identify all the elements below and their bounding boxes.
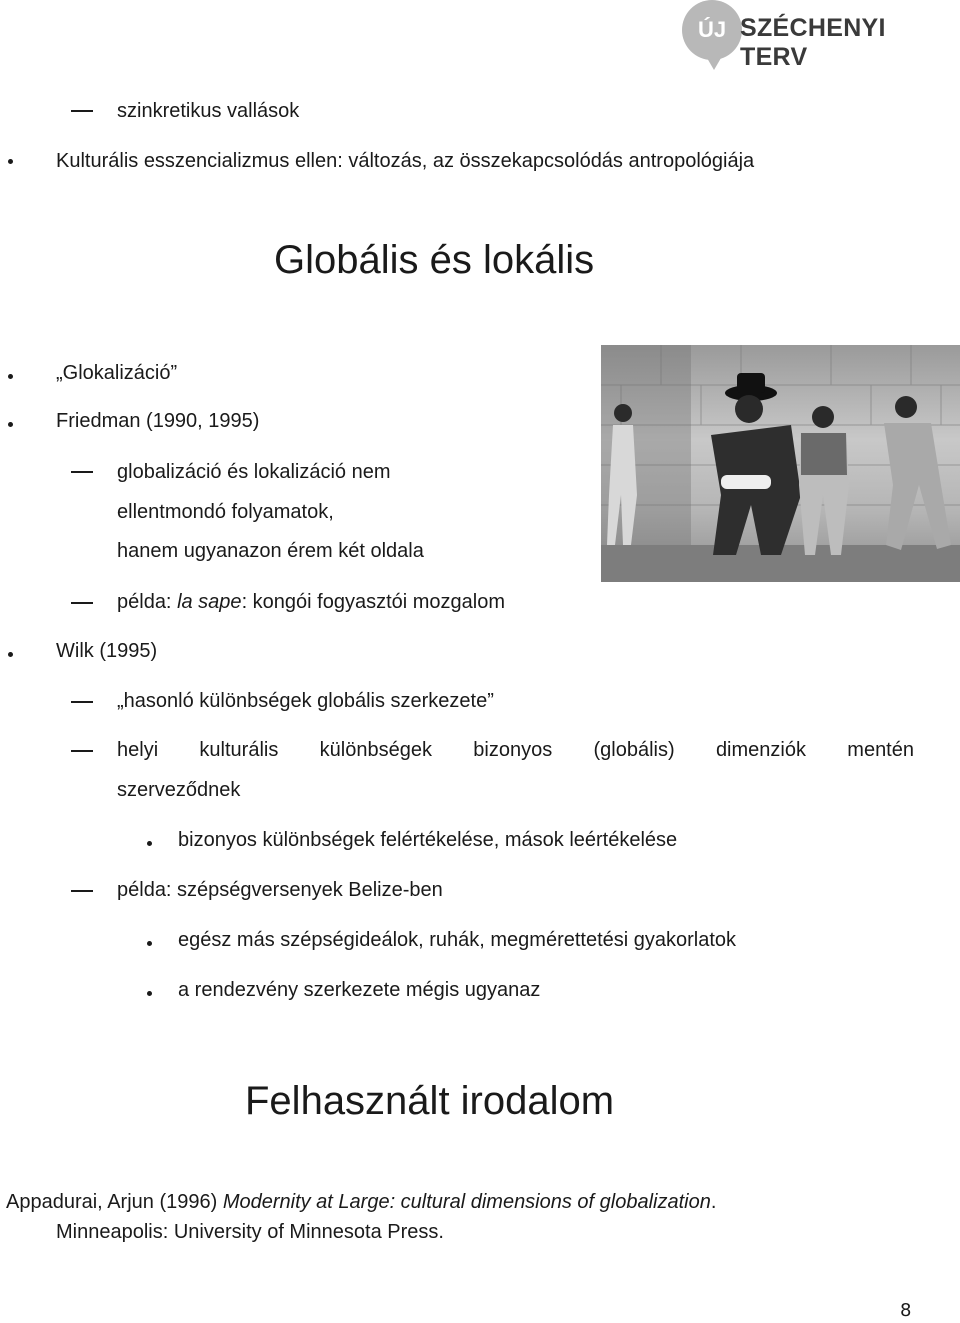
reference-continuation: Minneapolis: University of Minnesota Press. xyxy=(56,1221,444,1243)
text: : kongói fogyasztói mozgalom xyxy=(241,591,506,613)
bullet-dot xyxy=(147,991,152,996)
dash-bullet xyxy=(71,701,93,703)
list-item: a rendezvény szerkezete mégis ugyanaz xyxy=(178,979,541,1001)
photo-illustration xyxy=(601,345,960,582)
list-item: Friedman (1990, 1995) xyxy=(56,410,260,432)
list-item-continuation: szerveződnek xyxy=(117,779,241,801)
italic-term: la sape xyxy=(177,591,242,613)
list-item: Wilk (1995) xyxy=(56,640,158,662)
reference-entry xyxy=(6,1188,716,1216)
dash-bullet xyxy=(71,602,93,604)
list-item: bizonyos különbségek felértékelése, mások leértékelése xyxy=(178,829,678,851)
list-item: Kulturális esszencializmus ellen: változás, az összekapcsolódás antropológiája xyxy=(56,150,755,172)
logo-text: SZÉCHENYI TERV xyxy=(740,14,886,71)
dash-bullet xyxy=(71,471,93,473)
list-item: helyi kulturális különbségek bizonyos (globális) dimenziók mentén xyxy=(117,739,914,761)
bullet-dot xyxy=(8,652,13,657)
bullet-dot xyxy=(147,841,152,846)
text: Appadurai, Arjun (1996) xyxy=(6,1191,223,1213)
dash-bullet xyxy=(71,750,93,752)
section-heading: Globális és lokális xyxy=(274,238,595,282)
list-item: egész más szépségideálok, ruhák, megmérettetési gyakorlatok xyxy=(178,929,737,951)
bullet-dot xyxy=(8,159,13,164)
la-sape-photo xyxy=(601,345,960,582)
text: példa: xyxy=(117,591,178,613)
section-heading: Felhasznált irodalom xyxy=(245,1079,615,1123)
text: . xyxy=(710,1191,717,1213)
szechenyi-terv-logo xyxy=(680,0,960,72)
list-item-continuation: ellentmondó folyamatok, xyxy=(117,501,334,523)
list-item: „hasonló különbségek globális szerkezete” xyxy=(117,690,494,712)
list-item: globalizáció és lokalizáció nem xyxy=(117,461,391,483)
list-item xyxy=(117,590,505,614)
bullet-dot xyxy=(8,374,13,379)
book-title: Modernity at Large: cultural dimensions of globalization xyxy=(222,1191,711,1213)
bullet-dot xyxy=(147,941,152,946)
dash-bullet xyxy=(71,890,93,892)
page-number: 8 xyxy=(900,1300,912,1321)
logo-mark: ÚJ xyxy=(682,0,742,60)
list-item: példa: szépségversenyek Belize-ben xyxy=(117,879,443,901)
dash-bullet xyxy=(71,110,93,112)
list-item-continuation: hanem ugyanazon érem két oldala xyxy=(117,540,424,562)
list-item: szinkretikus vallások xyxy=(117,100,300,122)
bullet-dot xyxy=(8,422,13,427)
list-item: „Glokalizáció” xyxy=(56,362,178,384)
